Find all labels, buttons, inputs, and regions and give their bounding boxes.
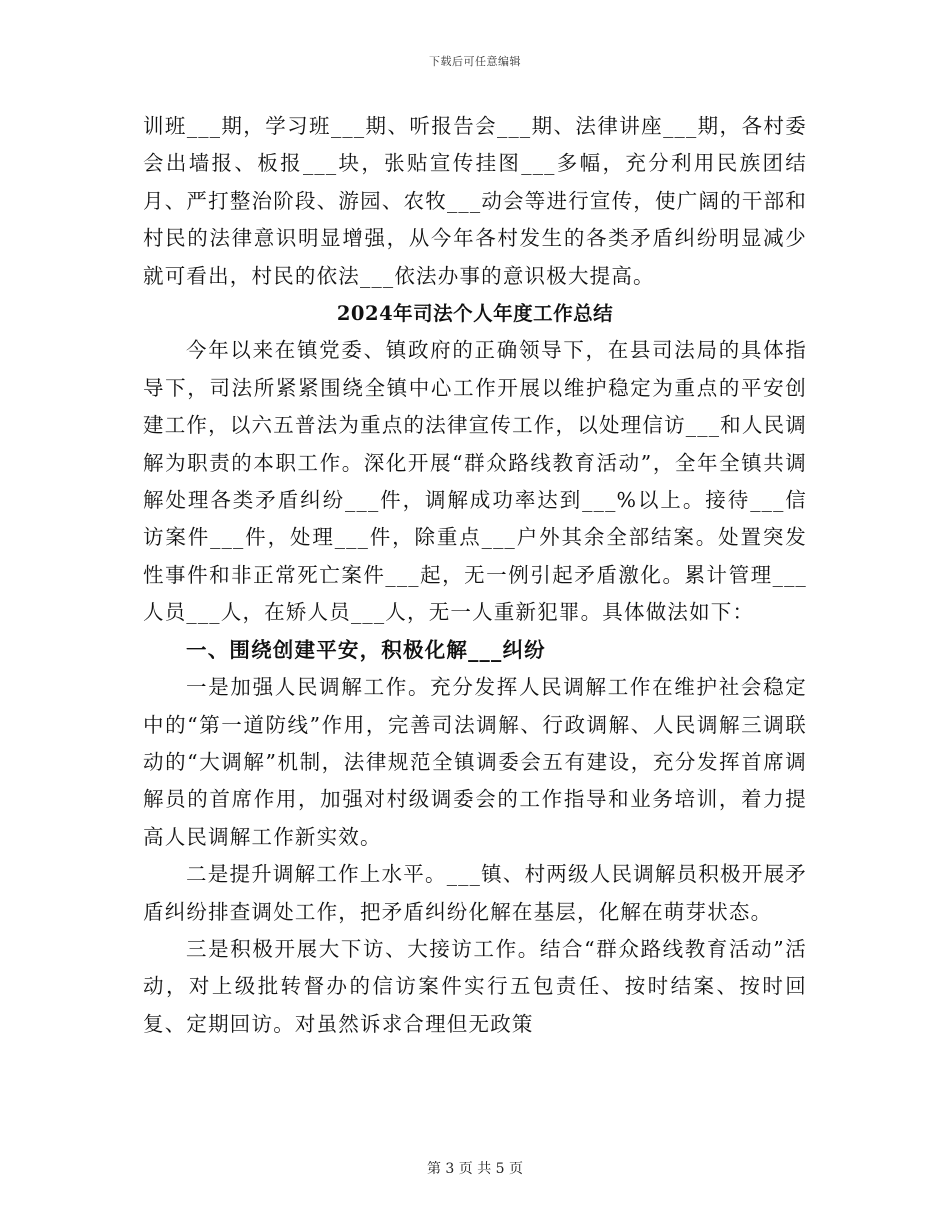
paragraph-continued: 训班___期，学习班___期、听报告会___期、法律讲座___期，各村委会出墙报、板报___块，张贴宣传挂图___多幅，充分利用民族团结月、严打整治阶段、游园、农牧___动会等进行宣传，使广阔的干部和村民的法律意识明显增强，从今年各村发生的各类矛盾纠纷明显减少就可看出，村民的依法___依法办事的意识极大提高。	[143, 114, 807, 288]
paragraph-item-one: 一是加强人民调解工作。充分发挥人民调解工作在维护社会稳定中的“第一道防线”作用，完善司法调解、行政调解、人民调解三调联动的“大调解”机制，法律规范全镇调委会五有建设，充分发挥首席调解员的首席作用，加强对村级调委会的工作指导和业务培训，着力提高人民调解工作新实效。	[143, 675, 807, 849]
page-number: 第 3 页 共 5 页	[426, 1161, 524, 1177]
document-body	[143, 108, 807, 1043]
paragraph-item-three: 三是积极开展大下访、大接访工作。结合“群众路线教育活动”活动，对上级批转督办的信访案件实行五包责任、按时结案、按时回复、定期回访。对虽然诉求合理但无政策	[143, 936, 807, 1036]
section-heading: 一、围绕创建平安，积极化解___纠纷	[186, 637, 546, 662]
paragraph-item-two: 二是提升调解工作上水平。___镇、村两级人民调解员积极开展矛盾纠纷排查调处工作，把矛盾纠纷化解在基层，化解在萌芽状态。	[143, 862, 807, 924]
page-header-note: 下载后可任意编辑	[429, 55, 521, 68]
document-title: 2024年司法个人年度工作总结	[336, 302, 614, 326]
paragraph-intro: 今年以来在镇党委、镇政府的正确领导下，在县司法局的具体指导下，司法所紧紧围绕全镇中心工作开展以维护稳定为重点的平安创建工作，以六五普法为重点的法律宣传工作，以处理信访___和人民调解为职责的本职工作。深化开展“群众路线教育活动”，全年全镇共调解处理各类矛盾纠纷___件，调解成功率达到___%以上。接待___信访案件___件，处理___件，除重点___户外其余全部结案。处置突发性事件和非正常死亡案件___起，无一例引起矛盾激化。累计管理___人员___人，在矫人员___人，无一人重新犯罪。具体做法如下：	[143, 338, 807, 625]
